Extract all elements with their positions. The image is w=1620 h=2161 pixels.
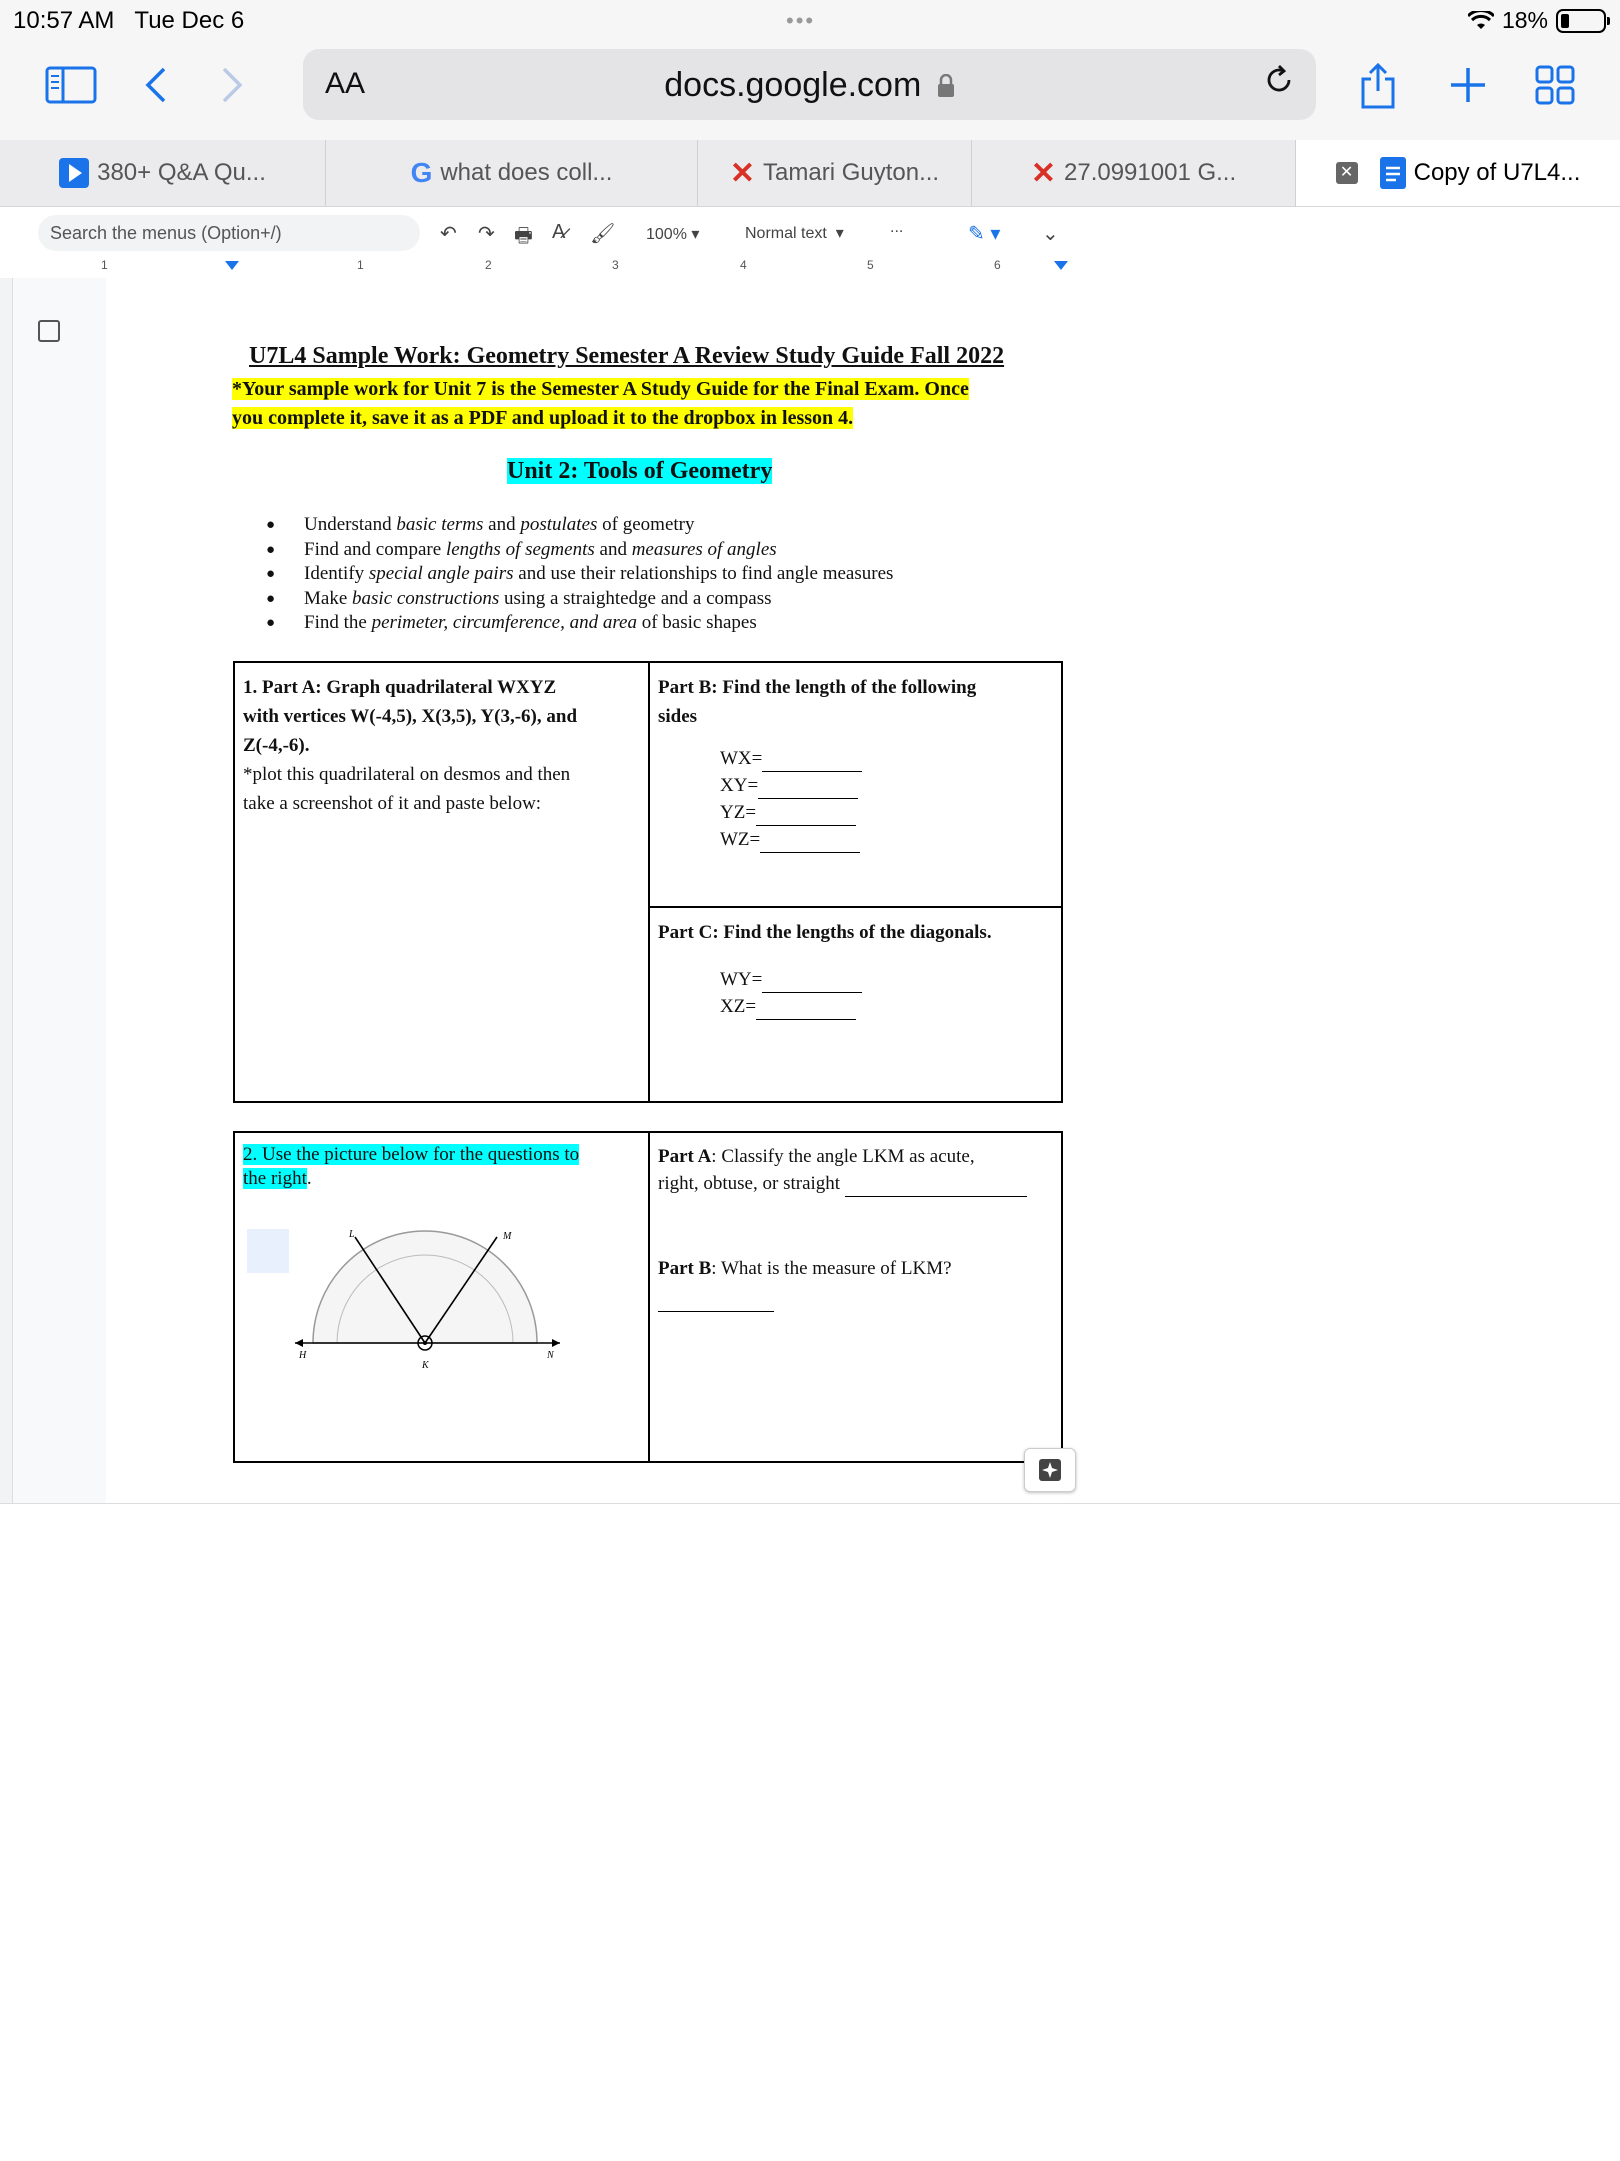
label-h: H: [299, 1350, 307, 1361]
reload-icon[interactable]: [1262, 63, 1296, 106]
undo-icon[interactable]: ↶: [440, 223, 457, 245]
address-bar[interactable]: [303, 49, 1316, 120]
q2-part-b: Part B: What is the measure of LKM?: [658, 1258, 952, 1279]
zoom-select[interactable]: 100% ▾: [646, 226, 700, 243]
docs-icon: [1380, 157, 1406, 189]
multitask-dots[interactable]: •••: [786, 8, 816, 33]
q2-part-a: Part A: Classify the angle LKM as acute, right, obtuse, or straight: [658, 1143, 1053, 1197]
status-time: 10:57 AM Tue Dec 6: [13, 7, 245, 34]
explore-icon: [1038, 1458, 1062, 1482]
list-item: ● Make basic constructions using a straightedge and a compass: [266, 587, 893, 612]
new-tab-icon[interactable]: [1448, 60, 1488, 110]
collapse-chevron-icon[interactable]: ⌄: [1042, 223, 1059, 245]
list-item: ● Identify special angle pairs and use their relationships to find angle measures: [266, 562, 893, 587]
url-text: docs.google.com: [303, 66, 1316, 105]
tab-number[interactable]: ✕ 27.0991001 G...: [972, 140, 1296, 206]
q1-part-a-cell[interactable]: 1. Part A: Graph quadrilateral WXYZ with vertices W(-4,5), X(3,5), Y(3,-6), and Z(-4,-6). *plot this quadrilateral on desmos and then take a screenshot of it and paste below:: [234, 662, 649, 1102]
style-select[interactable]: Normal text ▾: [745, 225, 844, 242]
battery-percent: 18%: [1501, 7, 1548, 33]
redo-icon[interactable]: ↷: [478, 223, 495, 245]
ruler-label: 6: [994, 258, 1001, 272]
explore-button[interactable]: [1024, 1448, 1076, 1492]
google-icon: G: [410, 157, 433, 188]
left-margin-area: [0, 278, 106, 1503]
objectives-list: [266, 513, 893, 636]
q1-part-b-cell[interactable]: Part B: Find the length of the following sides WX= XY= YZ= WZ=: [649, 662, 1062, 907]
q2-figure-cell[interactable]: 2. Use the picture below for the questions to the right. L M H N K: [234, 1132, 649, 1462]
ruler-label: 1: [101, 258, 108, 272]
search-menus-input[interactable]: Search the menus (Option+/): [38, 215, 420, 251]
diagonal-wy[interactable]: WY=: [720, 966, 1053, 993]
share-icon[interactable]: [1358, 60, 1398, 110]
side-wx[interactable]: WX=: [720, 745, 1053, 772]
label-n: N: [547, 1350, 554, 1361]
tab-overview-icon[interactable]: [1534, 60, 1576, 110]
ruler-right-margin-marker[interactable]: [1054, 261, 1068, 270]
question1-table: [233, 661, 1063, 1103]
sidebar-icon[interactable]: [44, 60, 98, 110]
editing-mode-icon[interactable]: ✎ ▾: [968, 223, 1001, 245]
tab-google[interactable]: G what does coll...: [326, 140, 698, 206]
status-bar: [0, 0, 1620, 40]
protractor-figure: [265, 1223, 585, 1383]
instructions-note: *Your sample work for Unit 7 is the Semester A Study Guide for the Final Exam. Once you complete it, save it as a PDF and upload it to the dropbox in lesson 4.: [232, 378, 969, 429]
label-k: K: [422, 1360, 429, 1371]
tab-qa[interactable]: 380+ Q&A Qu...: [0, 140, 326, 206]
tab-tamari[interactable]: ✕ Tamari Guyton...: [698, 140, 972, 206]
tab-bar: [0, 140, 1620, 207]
browser-toolbar: [0, 40, 1620, 140]
ruler-label: 4: [740, 258, 747, 272]
side-xy[interactable]: XY=: [720, 772, 1053, 799]
print-icon[interactable]: 🖶: [514, 225, 533, 247]
forward-icon[interactable]: [214, 60, 250, 110]
question2-table: [233, 1131, 1063, 1463]
document-outline-icon[interactable]: [38, 320, 60, 342]
docs-toolbar: [0, 207, 1620, 262]
more-button[interactable]: ...: [890, 219, 904, 236]
document-title: U7L4 Sample Work: Geometry Semester A Review Study Guide Fall 2022: [249, 343, 1005, 369]
paint-format-icon[interactable]: 🖌: [590, 223, 616, 245]
ruler-label: 2: [485, 258, 492, 272]
x-logo-icon: ✕: [729, 156, 756, 190]
ruler-label: 1: [357, 258, 364, 272]
label-m: M: [503, 1231, 512, 1242]
battery-icon: [1556, 9, 1606, 33]
label-l: L: [349, 1229, 355, 1240]
vertical-ruler: [0, 278, 13, 1503]
play-icon: [59, 158, 89, 188]
document-page[interactable]: [106, 278, 1076, 1503]
close-tab-icon[interactable]: ✕: [1336, 162, 1358, 184]
side-yz[interactable]: YZ=: [720, 799, 1053, 826]
spellcheck-icon[interactable]: A̷: [552, 221, 566, 243]
ruler-label: 5: [867, 258, 874, 272]
reader-settings-button[interactable]: AA: [325, 67, 366, 100]
unit-heading: Unit 2: Tools of Geometry: [507, 458, 773, 484]
ruler-indent-marker[interactable]: [225, 261, 239, 270]
side-wz[interactable]: WZ=: [720, 826, 1053, 853]
q1-part-c-cell[interactable]: Part C: Find the lengths of the diagonals. WY= XZ=: [649, 907, 1062, 1102]
list-item: ● Understand basic terms and postulates of geometry: [266, 513, 893, 538]
list-item: ● Find the perimeter, circumference, and area of basic shapes: [266, 611, 893, 636]
wifi-icon: [1468, 11, 1494, 31]
ruler-label: 3: [612, 258, 619, 272]
status-right: [1468, 7, 1606, 34]
list-item: ● Find and compare lengths of segments and measures of angles: [266, 538, 893, 563]
tab-copy-u7l4[interactable]: ✕ Copy of U7L4...: [1296, 140, 1620, 206]
back-icon[interactable]: [138, 60, 174, 110]
diagonal-xz[interactable]: XZ=: [720, 993, 1053, 1020]
empty-area: [0, 1503, 1620, 2161]
x-logo-icon: ✕: [1030, 156, 1056, 190]
lock-icon: [937, 74, 955, 98]
q2-questions-cell[interactable]: [649, 1132, 1062, 1462]
horizontal-ruler: [0, 258, 1076, 276]
